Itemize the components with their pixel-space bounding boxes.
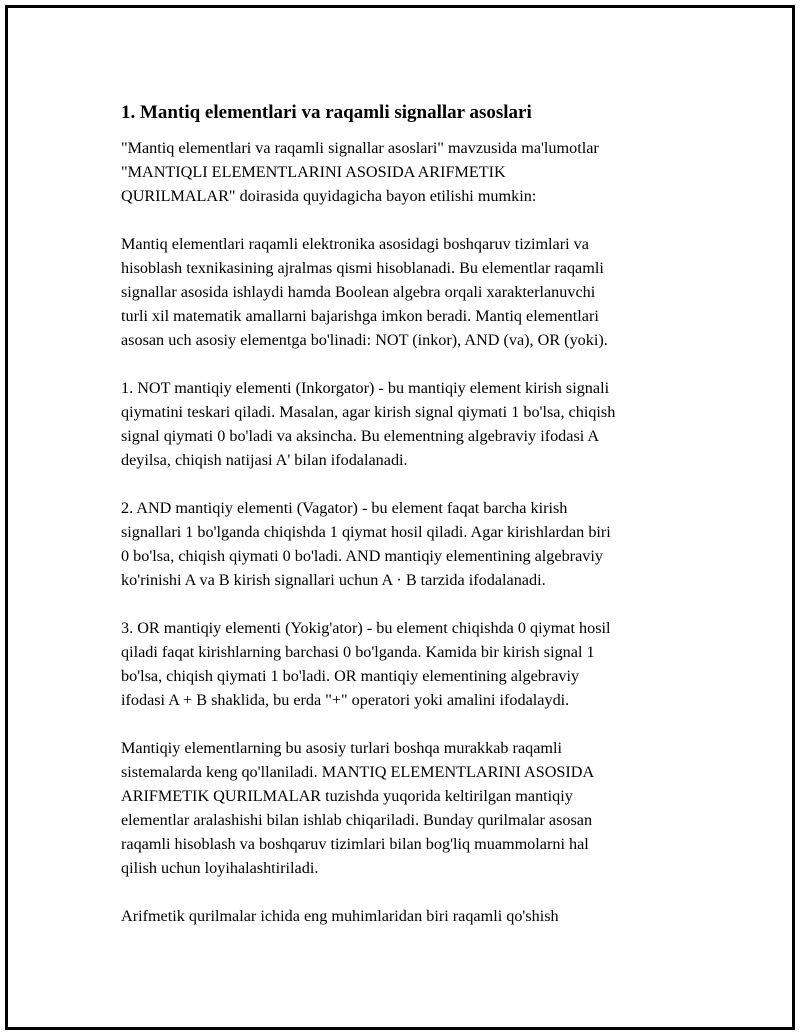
paragraph-or-element: 3. OR mantiqiy elementi (Yokig'ator) - bu element chiqishda 0 qiymat hosil qiladi faqat kirishlarning barchasi 0 bo'lganda. Kamida bir kirish signal 1 bo'lsa, chiqish qiymati 1 bo'ladi. OR mantiqiy elementining algebraviy ifodasi A + B shaklida, bu erda "+" operatori yoki amalini ifodalaydi.: [121, 619, 611, 709]
page-frame: [5, 5, 795, 1030]
document-body: [121, 101, 696, 952]
paragraph-intro: "Mantiq elementlari va raqamli signallar asoslari" mavzusida ma'lumotlar "MANTIQLI ELEMENTLARINI ASOSIDA ARIFMETIK QURILMALAR" doirasida quyidagicha bayon etilishi mumkin:: [121, 139, 599, 205]
paragraph-not-element: 1. NOT mantiqiy elementi (Inkorgator) - bu mantiqiy element kirish signali qiymatini teskari qiladi. Masalan, agar kirish signal qiymati 1 bo'lsa, chiqish signal qiymati 0 bo'ladi va aksincha. Bu elementning algebraviy ifodasi A deyilsa, chiqish natijasi A' bilan ifodalanadi.: [121, 379, 616, 469]
paragraph-arithmetic: Arifmetik qurilmalar ichida eng muhimlaridan biri raqamli qo'shish: [121, 907, 559, 925]
paragraph-and-element: 2. AND mantiqiy elementi (Vagator) - bu element faqat barcha kirish signallari 1 bo'lganda chiqishda 1 qiymat hosil qiladi. Agar kirishlardan biri 0 bo'lsa, chiqish qiymati 0 bo'ladi. AND mantiqiy elementining algebraviy ko'rinishi A va B kirish signallari uchun A · B tarzida ifodalanadi.: [121, 499, 611, 589]
paragraph-overview: Mantiq elementlari raqamli elektronika asosidagi boshqaruv tizimlari va hisoblash texnikasining ajralmas qismi hisoblanadi. Bu elementlar raqamli signallar asosida ishlaydi hamda Boolean algebra orqali xarakterlanuvchi turli xil matematik amallarni bajarishga imkon beradi. Mantiq elementlari asosan uch asosiy elementga bo'linadi: NOT (inkor), AND (va), OR (yoki).: [121, 235, 608, 349]
paragraph-applications: Mantiqiy elementlarning bu asosiy turlari boshqa murakkab raqamli sistemalarda keng qo'llaniladi. MANTIQ ELEMENTLARINI ASOSIDA ARIFMETIK QURILMALAR tuzishda yuqorida keltirilgan mantiqiy elementlar aralashishi bilan ishlab chiqariladi. Bunday qurilmalar asosan raqamli hisoblash va boshqaruv tizimlari bilan bog'liq muammolarni hal qilish uchun loyihalashtiriladi.: [121, 739, 595, 877]
section-heading: 1. Mantiq elementlari va raqamli signallar asoslari: [121, 102, 532, 123]
